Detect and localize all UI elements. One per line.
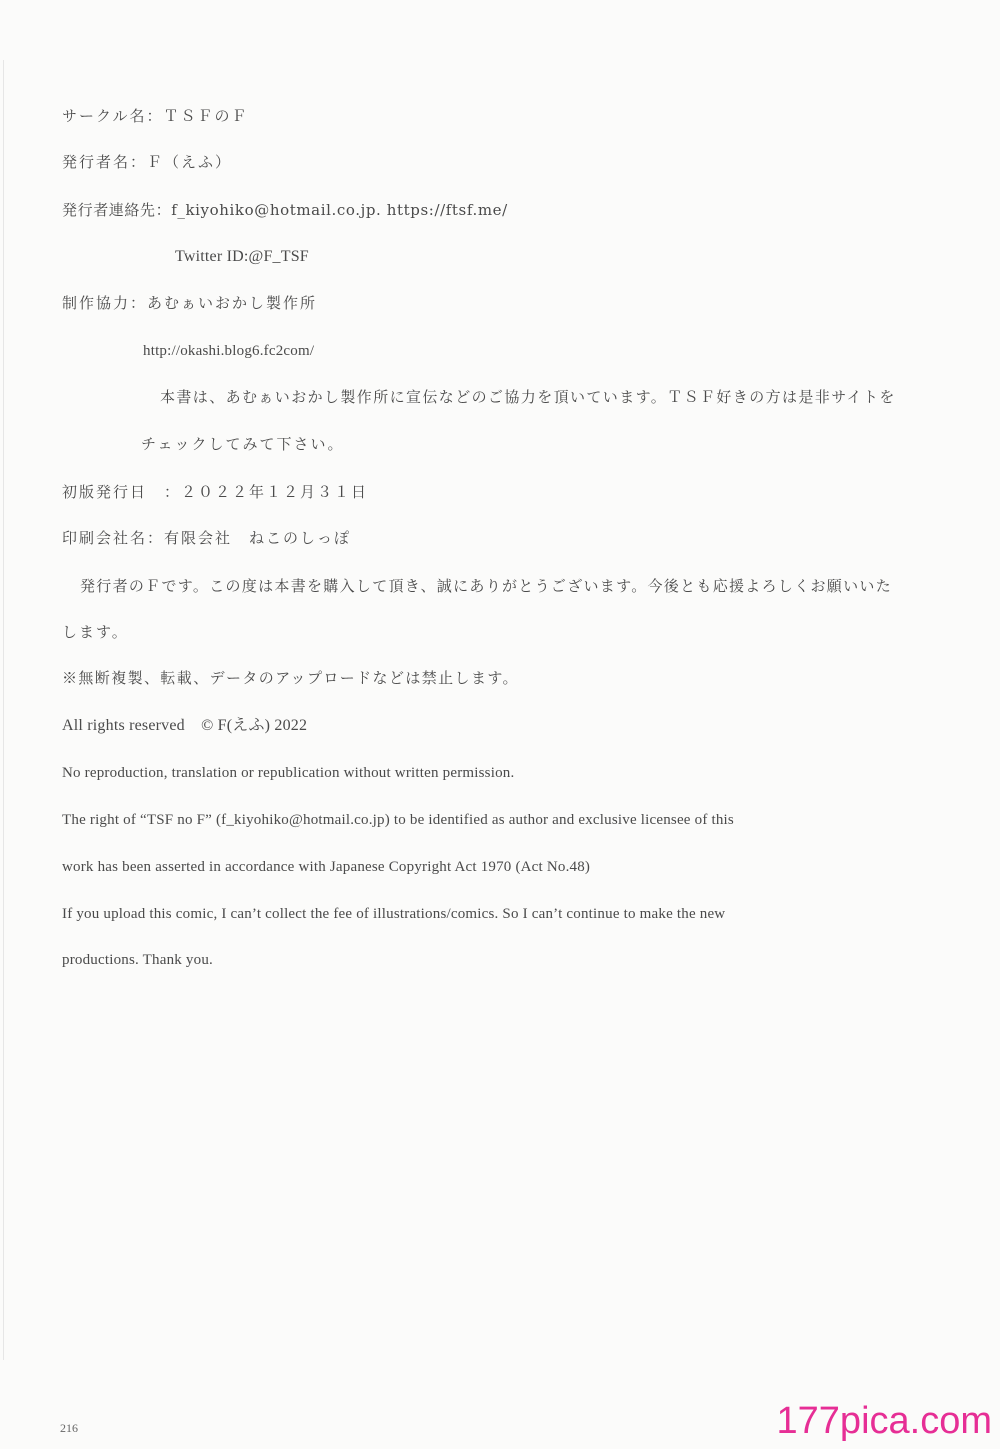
- cooperation-note-line-2: チェックしてみて下さい。: [141, 435, 345, 453]
- cooperation-note-line-1: 本書は、あむぁいおかし製作所に宣伝などのご協力を頂いています。ＴＳＦ好きの方は是非サイトを: [160, 388, 896, 406]
- publisher-name: 発行者名：Ｆ（えふ）: [62, 153, 233, 171]
- first-edition-date: 初版発行日 ：２０２２年１２月３１日: [62, 483, 369, 501]
- upload-notice-line-1: If you upload this comic, I can’t collect the fee of illustrations/comics. So I can’t continue to make the new: [62, 906, 726, 922]
- page-edge-divider: [3, 60, 4, 1360]
- thanks-line-2: します。: [62, 623, 129, 641]
- printing-company: 印刷会社名：有限会社 ねこのしっぽ: [62, 529, 352, 547]
- right-of-author-line-2: work has been asserted in accordance with Japanese Copyright Act 1970 (Act No.48): [62, 859, 591, 875]
- right-of-author-line-1: The right of “TSF no F” (f_kiyohiko@hotmail.co.jp) to be identified as author and exclusive licensee of this: [62, 812, 734, 828]
- twitter-id: Twitter ID:@F_TSF: [175, 248, 309, 265]
- no-reproduction-notice: No reproduction, translation or republication without written permission.: [62, 765, 515, 781]
- page-number: 216: [60, 1421, 78, 1435]
- upload-notice-line-2: productions. Thank you.: [62, 952, 213, 968]
- publisher-contact: 発行者連絡先：f_kiyohiko@hotmail.co.jp. https://ftsf.me/: [62, 201, 508, 219]
- production-cooperation: 制作協力：あむぁいおかし製作所: [62, 294, 318, 312]
- cooperation-url: http://okashi.blog6.fc2com/: [143, 343, 315, 359]
- watermark-text: 177pica.com: [776, 1400, 992, 1442]
- rights-reserved: All rights reserved © F(えふ) 2022: [62, 717, 308, 734]
- prohibition-notice: ※無断複製、転載、データのアップロードなどは禁止します。: [62, 669, 519, 687]
- thanks-line-1: 発行者のＦです。この度は本書を購入して頂き、誠にありがとうございます。今後とも応援よろしくお願いいた: [80, 577, 893, 595]
- circle-name: サークル名：ＴＳＦのＦ: [62, 107, 249, 125]
